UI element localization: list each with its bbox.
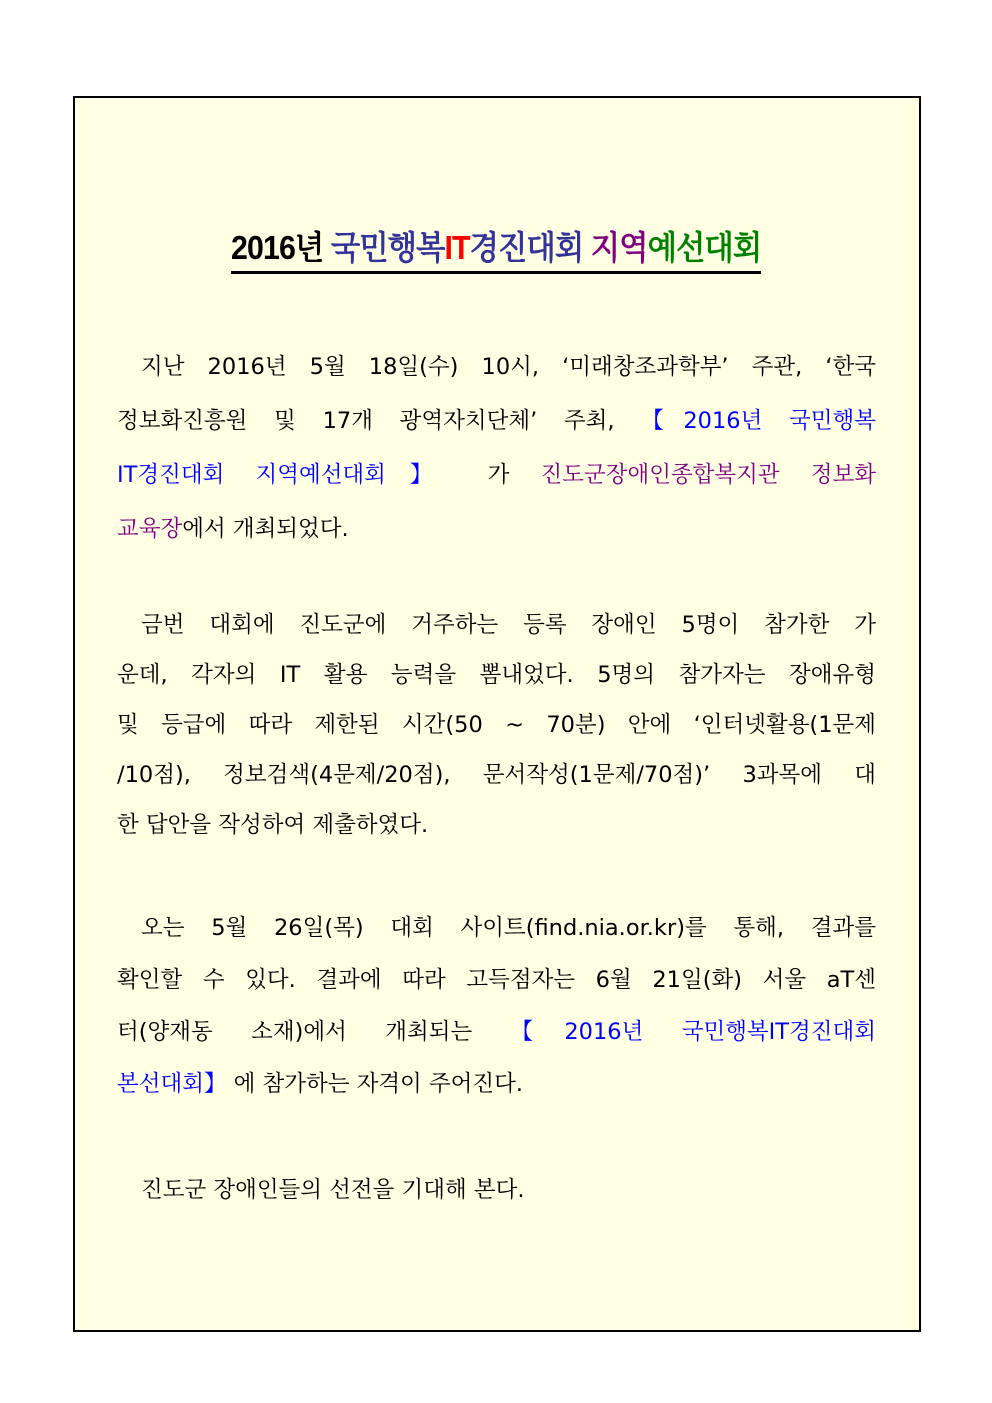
- text-line: [117, 394, 876, 448]
- text-segment: 한 답안을 작성하여 제출하였다.: [117, 812, 429, 838]
- text-line: [117, 700, 876, 750]
- text-segment: 【2016년 국민행복: [641, 408, 876, 434]
- title-segment: 2016년: [230, 229, 331, 266]
- title-segment: 지역: [590, 229, 648, 266]
- page-title: [0, 222, 992, 274]
- title-segment: 예선대회: [647, 229, 762, 266]
- text-line: [117, 902, 876, 954]
- text-segment: 운데, 각자의 IT 활용 능력을 뽐내었다. 5명의 참가자는 장애유형: [117, 662, 876, 688]
- text-line: [117, 502, 876, 556]
- text-segment: 오는 5월 26일(목) 대회 사이트(find.nia.or.kr)를 통해, 결과를: [141, 915, 876, 941]
- text-segment: 진도군장애인종합복지관 정보화: [540, 462, 876, 488]
- text-segment: 에 참가하는 자격이 주어진다.: [226, 1071, 524, 1097]
- paragraph: [117, 600, 876, 850]
- text-line: [117, 954, 876, 1006]
- text-segment: 본선대회】: [117, 1071, 227, 1097]
- title-segment: 국민행복: [330, 229, 445, 266]
- title-text: [231, 222, 761, 274]
- text-segment: 에서 개최되었다.: [182, 516, 349, 542]
- text-line: [117, 650, 876, 700]
- text-line: [117, 750, 876, 800]
- text-segment: 가: [456, 462, 541, 488]
- text-line: [117, 600, 876, 650]
- text-segment: 진도군 장애인들의 선전을 기대해 본다.: [141, 1177, 525, 1203]
- text-line: [117, 800, 876, 850]
- text-line: [117, 1058, 876, 1110]
- text-segment: 정보화진흥원 및 17개 광역자치단체’ 주최,: [117, 408, 642, 434]
- text-segment: 및 등급에 따라 제한된 시간(50 ~ 70분) 안에 ‘인터넷활용(1문제: [117, 712, 876, 738]
- text-segment: 확인할 수 있다. 결과에 따라 고득점자는 6월 21일(화) 서울 aT센: [117, 967, 876, 993]
- title-segment: 경진대회: [469, 229, 591, 266]
- paragraph: [117, 902, 876, 1110]
- text-line: [117, 1164, 876, 1216]
- paragraph: [117, 340, 876, 556]
- text-line: [117, 448, 876, 502]
- text-segment: 터(양재동 소재)에서 개최되는: [117, 1019, 511, 1045]
- text-segment: IT경진대회 지역예선대회】: [117, 462, 457, 488]
- text-line: [117, 340, 876, 394]
- text-segment: 【2016년 국민행복IT경진대회: [510, 1019, 876, 1045]
- paragraph: [117, 1164, 876, 1216]
- title-segment: IT: [444, 229, 470, 266]
- text-segment: 지난 2016년 5월 18일(수) 10시, ‘미래창조과학부’ 주관, ‘한국: [141, 354, 876, 380]
- text-segment: 금번 대회에 진도군에 거주하는 등록 장애인 5명이 참가한 가: [141, 612, 876, 638]
- text-line: [117, 1006, 876, 1058]
- text-segment: /10점), 정보검색(4문제/20점), 문서작성(1문제/70점)’ 3과목에 대: [117, 762, 876, 788]
- text-segment: 교육장: [117, 516, 183, 542]
